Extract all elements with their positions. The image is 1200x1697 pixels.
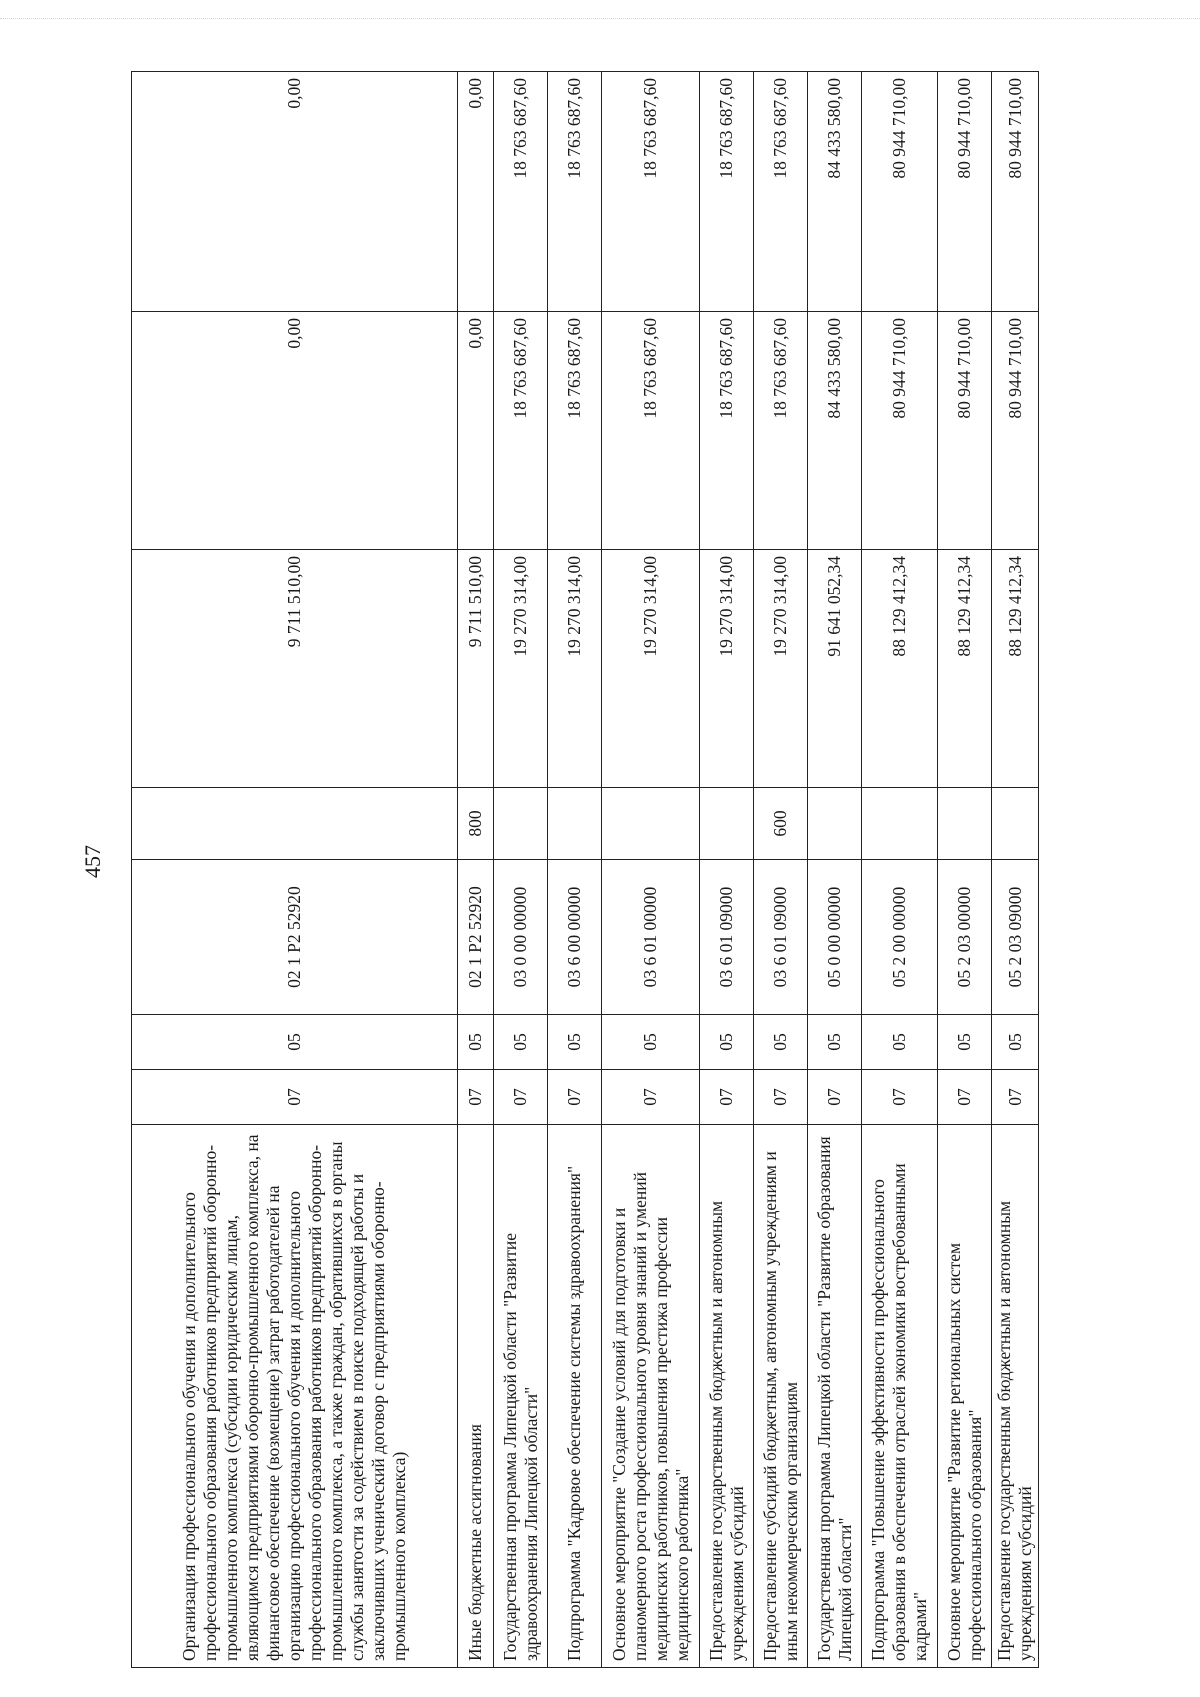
target-article-cell: 05 2 03 00000 [938,860,992,1015]
expense-type-cell [808,788,862,860]
table-row [700,72,754,1668]
target-article-cell: 05 2 00 00000 [862,860,938,1015]
table-row [808,72,862,1668]
section-code-cell: 07 [862,1070,938,1125]
section-code-cell: 07 [808,1070,862,1125]
row-name-cell: Иные бюджетные ассигнования [458,1125,494,1668]
expense-type-cell [602,788,700,860]
section-code-cell: 07 [458,1070,494,1125]
row-name-cell: Основное мероприятие "Создание условий для подготовки и планомерного роста профессионального уровня знаний и умений медицинских работников, повышения престижа профессии медицинского работника" [602,1125,700,1668]
page-number: 457 [80,845,105,878]
expense-type-cell [862,788,938,860]
amount-year3-cell: 80 944 710,00 [992,72,1039,312]
subsection-code-cell: 05 [808,1015,862,1070]
amount-year1-cell: 88 129 412,34 [992,550,1039,788]
amount-year1-cell: 19 270 314,00 [700,550,754,788]
target-article-cell: 02 1 P2 52920 [132,860,458,1015]
budget-table-rotated [131,72,1039,1668]
target-article-cell: 03 0 00 00000 [494,860,548,1015]
amount-year2-cell: 18 763 687,60 [548,312,602,550]
amount-year1-cell: 91 641 052,34 [808,550,862,788]
subsection-code-cell: 05 [458,1015,494,1070]
amount-year3-cell: 18 763 687,60 [700,72,754,312]
row-name-cell: Предоставление государственным бюджетным и автономным учреждениям субсидий [700,1125,754,1668]
section-code-cell: 07 [602,1070,700,1125]
table-row [602,72,700,1668]
section-code-cell: 07 [938,1070,992,1125]
amount-year2-cell: 0,00 [132,312,458,550]
amount-year3-cell: 18 763 687,60 [754,72,808,312]
subsection-code-cell: 05 [548,1015,602,1070]
section-code-cell: 07 [700,1070,754,1125]
target-article-cell: 03 6 00 00000 [548,860,602,1015]
row-name-cell: Подпрограмма "Повышение эффективности профессионального образования в обеспечении отраслей экономики востребованными кадрами" [862,1125,938,1668]
row-name-cell: Основное мероприятие "Развитие региональных систем профессионального образования" [938,1125,992,1668]
subsection-code-cell: 05 [494,1015,548,1070]
table-row [992,72,1039,1668]
row-name-cell: Подпрограмма "Кадровое обеспечение системы здравоохранения" [548,1125,602,1668]
section-code-cell: 07 [132,1070,458,1125]
table-row [458,72,494,1668]
expense-type-cell: 600 [754,788,808,860]
amount-year1-cell: 88 129 412,34 [862,550,938,788]
amount-year1-cell: 9 711 510,00 [132,550,458,788]
amount-year2-cell: 80 944 710,00 [992,312,1039,550]
amount-year1-cell: 19 270 314,00 [548,550,602,788]
amount-year3-cell: 0,00 [458,72,494,312]
section-code-cell: 07 [494,1070,548,1125]
amount-year2-cell: 18 763 687,60 [754,312,808,550]
amount-year2-cell: 84 433 580,00 [808,312,862,550]
amount-year2-cell: 18 763 687,60 [602,312,700,550]
expense-type-cell [548,788,602,860]
subsection-code-cell: 05 [754,1015,808,1070]
row-name-cell: Предоставление субсидий бюджетным, автономным учреждениям и иным некоммерческим организациям [754,1125,808,1668]
amount-year3-cell: 18 763 687,60 [494,72,548,312]
amount-year3-cell: 80 944 710,00 [862,72,938,312]
amount-year3-cell: 18 763 687,60 [602,72,700,312]
target-article-cell: 03 6 01 09000 [700,860,754,1015]
target-article-cell: 02 1 P2 52920 [458,860,494,1015]
subsection-code-cell: 05 [938,1015,992,1070]
amount-year1-cell: 19 270 314,00 [754,550,808,788]
target-article-cell: 03 6 01 09000 [754,860,808,1015]
budget-table [131,71,1039,1668]
amount-year3-cell: 80 944 710,00 [938,72,992,312]
amount-year2-cell: 18 763 687,60 [700,312,754,550]
amount-year2-cell: 0,00 [458,312,494,550]
subsection-code-cell: 05 [862,1015,938,1070]
target-article-cell: 05 2 03 09000 [992,860,1039,1015]
table-row [494,72,548,1668]
row-name-cell: Государственная программа Липецкой области "Развитие здравоохранения Липецкой области" [494,1125,548,1668]
table-row [862,72,938,1668]
target-article-cell: 05 0 00 00000 [808,860,862,1015]
table-row [132,72,458,1668]
section-code-cell: 07 [992,1070,1039,1125]
expense-type-cell [938,788,992,860]
amount-year2-cell: 80 944 710,00 [862,312,938,550]
scan-edge-line [0,18,1200,19]
amount-year2-cell: 18 763 687,60 [494,312,548,550]
table-row [754,72,808,1668]
amount-year1-cell: 19 270 314,00 [602,550,700,788]
amount-year1-cell: 9 711 510,00 [458,550,494,788]
subsection-code-cell: 05 [992,1015,1039,1070]
table-row [938,72,992,1668]
subsection-code-cell: 05 [132,1015,458,1070]
target-article-cell: 03 6 01 00000 [602,860,700,1015]
section-code-cell: 07 [548,1070,602,1125]
row-name-cell: Организация профессионального обучения и дополнительного профессионального образования работников предприятий оборонно-промышленного комплекса (субсидии юридическим лицам, являющимся предприятиями оборонно-промышленного комплекса, на финансовое обеспечение (возмещение) затрат работодателей на организацию профессионального обучения и дополнительного профессионального образования работников предприятий оборонно-промышленного комплекса, а также граждан, обратившихся в органы службы занятости за содействием в поиске подходящей работы и заключивших ученический договор с предприятиями оборонно-промышленного комплекса) [132,1125,458,1668]
amount-year1-cell: 19 270 314,00 [494,550,548,788]
section-code-cell: 07 [754,1070,808,1125]
expense-type-cell [992,788,1039,860]
subsection-code-cell: 05 [700,1015,754,1070]
amount-year1-cell: 88 129 412,34 [938,550,992,788]
expense-type-cell [494,788,548,860]
amount-year3-cell: 0,00 [132,72,458,312]
subsection-code-cell: 05 [602,1015,700,1070]
amount-year2-cell: 80 944 710,00 [938,312,992,550]
amount-year3-cell: 84 433 580,00 [808,72,862,312]
row-name-cell: Государственная программа Липецкой области "Развитие образования Липецкой области" [808,1125,862,1668]
row-name-cell: Предоставление государственным бюджетным и автономным учреждениям субсидий [992,1125,1039,1668]
amount-year3-cell: 18 763 687,60 [548,72,602,312]
expense-type-cell [700,788,754,860]
table-row [548,72,602,1668]
expense-type-cell: 800 [458,788,494,860]
expense-type-cell [132,788,458,860]
